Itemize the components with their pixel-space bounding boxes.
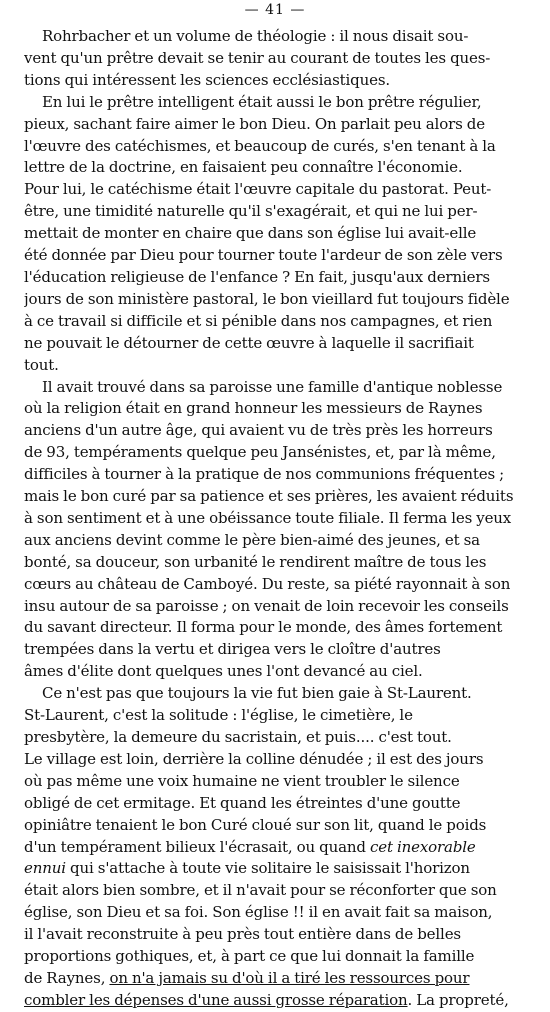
text-run: . La propreté, bbox=[407, 990, 509, 1009]
text-run: était alors bien sombre, et il n'avait pour se réconforter que son bbox=[24, 881, 497, 900]
text-run: anciens d'un autre âge, qui avaient vu de très près les horreurs bbox=[24, 421, 493, 440]
text-run: l'œuvre des catéchismes, et beaucoup de curés, s'en tenant à la bbox=[24, 136, 496, 155]
text-line bbox=[24, 92, 530, 114]
text-line bbox=[24, 924, 530, 946]
text-run: opiniâtre tenaient le bon Curé cloué sur son lit, quand le poids bbox=[24, 815, 487, 834]
text-run: mettait de monter en chaire que dans son église lui avait-elle bbox=[24, 224, 477, 243]
text-line bbox=[24, 157, 530, 179]
text-line bbox=[24, 398, 530, 420]
text-run: où pas même une voix humaine ne vient troubler le silence bbox=[24, 771, 460, 790]
text-line bbox=[24, 420, 530, 442]
text-run: où la religion était en grand honneur les messieurs de Raynes bbox=[24, 399, 483, 418]
text-line bbox=[24, 267, 530, 289]
text-run: lettre de la doctrine, en faisaient peu connaître l'économie. bbox=[24, 158, 463, 177]
text-line bbox=[24, 179, 530, 201]
text-run: église, son Dieu et sa foi. Son église !! il en avait fait sa maison, bbox=[24, 903, 493, 922]
text-line bbox=[24, 508, 530, 530]
text-line bbox=[24, 486, 530, 508]
text-run: été donnée par Dieu pour tourner toute l'ardeur de son zèle vers bbox=[24, 246, 503, 265]
text-body bbox=[24, 26, 530, 1012]
text-line bbox=[24, 946, 530, 968]
text-run: à son sentiment et à une obéissance toute filiale. Il ferma les yeux bbox=[24, 508, 512, 527]
text-line bbox=[24, 705, 530, 727]
text-run: il l'avait reconstruite à peu près tout entière dans de belles bbox=[24, 925, 461, 944]
text-run: obligé de cet ermitage. Et quand les étreintes d'une goutte bbox=[24, 793, 461, 812]
text-line bbox=[24, 223, 530, 245]
text-run: du savant directeur. Il forma pour le monde, des âmes fortement bbox=[24, 618, 503, 637]
text-line bbox=[24, 990, 530, 1012]
text-run: pieux, sachant faire aimer le bon Dieu. On parlait peu alors de bbox=[24, 114, 485, 133]
text-run: presbytère, la demeure du sacristain, et puis.... c'est tout. bbox=[24, 728, 452, 746]
text-line bbox=[24, 442, 530, 464]
text-line bbox=[24, 333, 530, 355]
text-line bbox=[24, 727, 530, 749]
text-line bbox=[24, 136, 530, 158]
text-run: de Raynes, bbox=[24, 968, 110, 987]
text-line bbox=[24, 596, 530, 618]
text-run: insu autour de sa paroisse ; on venait de loin recevoir les conseils bbox=[24, 596, 509, 615]
italic-text: ennui bbox=[24, 859, 66, 878]
text-run: tions qui intéressent les sciences ecclésiastiques. bbox=[24, 70, 391, 89]
page-number: — 41 — bbox=[244, 2, 306, 18]
text-line bbox=[24, 793, 530, 815]
text-line bbox=[24, 201, 530, 223]
text-run: cœurs au château de Camboyé. Du reste, sa piété rayonnait à son bbox=[24, 574, 511, 593]
paragraph bbox=[24, 26, 530, 92]
text-run: Le village est loin, derrière la colline dénudée ; il est des jours bbox=[24, 749, 484, 768]
text-line bbox=[24, 311, 530, 333]
text-line bbox=[24, 70, 530, 92]
text-line bbox=[24, 771, 530, 793]
text-run: difficiles à tourner à la pratique de nos communions fréquentes ; bbox=[24, 465, 505, 484]
text-line bbox=[24, 245, 530, 267]
text-line bbox=[24, 639, 530, 661]
text-line bbox=[24, 530, 530, 552]
text-line bbox=[24, 661, 530, 683]
text-line bbox=[24, 902, 530, 924]
paragraph bbox=[24, 377, 530, 684]
text-line bbox=[24, 880, 530, 902]
text-line bbox=[24, 26, 530, 48]
text-run: St-Laurent, c'est la solitude : l'église, le cimetière, le bbox=[24, 706, 413, 725]
text-run: aux anciens devint comme le père bien-aimé des jeunes, et sa bbox=[24, 530, 480, 549]
underlined-text: on n'a jamais su d'où il a tiré les ressources pour bbox=[109, 968, 470, 987]
text-run: d'un tempérament bilieux l'écrasait, ou quand bbox=[24, 837, 370, 856]
text-line bbox=[24, 552, 530, 574]
text-line bbox=[24, 377, 530, 399]
text-line bbox=[24, 815, 530, 837]
text-run: vent qu'un prêtre devait se tenir au courant de toutes les ques- bbox=[24, 48, 491, 67]
text-run: jours de son ministère pastoral, le bon vieillard fut toujours fidèle bbox=[24, 289, 510, 308]
text-run: Rohrbacher et un volume de théologie : il nous disait sou- bbox=[42, 27, 469, 45]
italic-text: cet inexorable bbox=[369, 837, 476, 856]
text-line bbox=[24, 464, 530, 486]
text-run: Ce n'est pas que toujours la vie fut bien gaie à St-Laurent. bbox=[42, 684, 472, 703]
text-run: à ce travail si difficile et si pénible dans nos campagnes, et rien bbox=[24, 311, 493, 330]
text-line bbox=[24, 355, 530, 377]
text-line bbox=[24, 749, 530, 771]
text-line bbox=[24, 289, 530, 311]
text-run: de 93, tempéraments quelque peu Jansénistes, et, par là même, bbox=[24, 443, 496, 462]
text-line bbox=[24, 48, 530, 70]
underlined-text: combler les dépenses d'une aussi grosse réparation bbox=[24, 990, 408, 1009]
text-run: trempées dans la vertu et dirigea vers le cloître d'autres bbox=[24, 640, 441, 659]
text-run: l'éducation religieuse de l'enfance ? En fait, jusqu'aux derniers bbox=[24, 267, 490, 286]
text-line bbox=[24, 858, 530, 880]
text-run: proportions gothiques, et, à part ce que lui donnait la famille bbox=[24, 947, 475, 966]
text-line bbox=[24, 574, 530, 596]
text-run: Il avait trouvé dans sa paroisse une famille d'antique noblesse bbox=[42, 377, 503, 396]
text-line bbox=[24, 837, 530, 859]
paragraph bbox=[24, 683, 530, 1012]
text-line bbox=[24, 617, 530, 639]
text-line bbox=[24, 683, 530, 705]
text-run: mais le bon curé par sa patience et ses prières, les avaient réduits bbox=[24, 487, 514, 506]
text-run: être, une timidité naturelle qu'il s'exagérait, et qui ne lui per- bbox=[24, 202, 478, 221]
text-run: ne pouvait le détourner de cette œuvre à laquelle il sacrifiait bbox=[24, 333, 474, 352]
text-run: En lui le prêtre intelligent était aussi le bon prêtre régulier, bbox=[42, 92, 482, 111]
text-line bbox=[24, 968, 530, 990]
text-run: tout. bbox=[24, 355, 59, 374]
paragraph bbox=[24, 92, 530, 377]
text-run: âmes d'élite dont quelques unes l'ont devancé au ciel. bbox=[24, 662, 423, 681]
text-run: qui s'attache à toute vie solitaire le saisissait l'horizon bbox=[65, 859, 470, 878]
text-line bbox=[24, 114, 530, 136]
text-run: bonté, sa douceur, son urbanité le rendirent maître de tous les bbox=[24, 552, 487, 571]
text-run: Pour lui, le catéchisme était l'œuvre capitale du pastorat. Peut- bbox=[24, 180, 492, 199]
